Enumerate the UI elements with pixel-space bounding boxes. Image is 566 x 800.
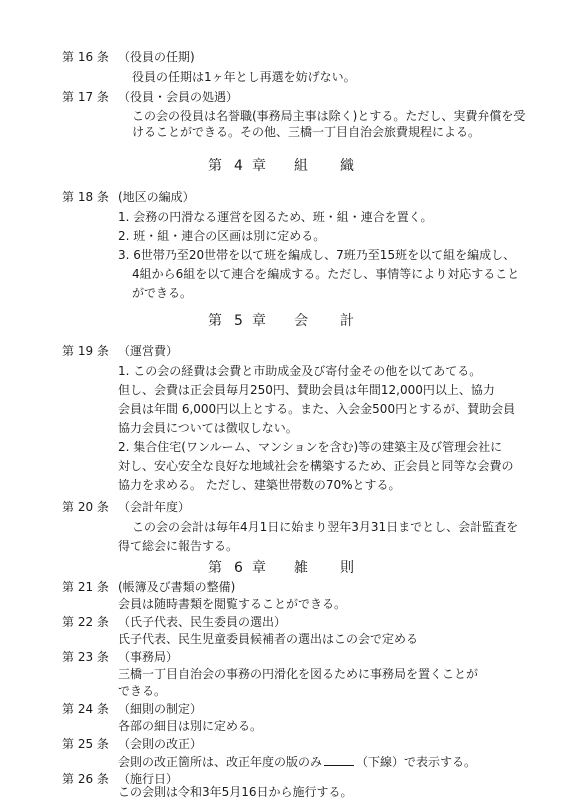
article-19-caption: （運営費） xyxy=(118,344,179,358)
article-25-text-after: （下線）で表示する。 xyxy=(356,755,477,769)
chapter-number: 6 xyxy=(234,560,243,576)
article-19-text: 2. 集合住宅(ワンルーム、マンションを含む)等の建築主及び管理会社に xyxy=(118,440,503,454)
article-18-text: 4組から6組を以て連合を編成する。ただし、事情等により対応すること xyxy=(132,267,520,281)
article-19-text: 但し、会費は正会員毎月250円、賛助会員は年間12,000円以上、協力 xyxy=(118,383,495,397)
article-20-text: 得て総会に報告する。 xyxy=(118,539,239,553)
chapter-unit: 章 xyxy=(252,158,266,174)
article-23-text: できる。 xyxy=(118,684,167,698)
article-19-text: 1. この会の経費は会費と市助成金及び寄付金その他を以てあてる。 xyxy=(118,364,482,378)
article-18-text: 3. 6世帯乃至20世帯を以て班を編成し、7班乃至15班を以て組を編成し、 xyxy=(118,248,516,262)
article-23-text: 三橋一丁目自治会の事務の円滑化を図るために事務局を置くことが xyxy=(118,667,479,681)
underline-sample xyxy=(324,754,354,766)
chapter-title-char: 則 xyxy=(340,560,354,576)
chapter-number: 4 xyxy=(234,158,243,174)
article-25-caption: （会則の改正） xyxy=(118,737,203,751)
article-18-text: 1. 会務の円滑なる運営を図るため、班・組・連合を置く。 xyxy=(118,210,433,224)
article-26-caption: （施行日） xyxy=(118,772,179,786)
chapter-title-char: 織 xyxy=(340,158,354,174)
article-20-number: 第 20 条 xyxy=(62,500,109,514)
article-17-caption: （役員・会員の処遇） xyxy=(118,90,239,104)
article-18-number: 第 18 条 xyxy=(62,190,109,204)
article-18-caption: (地区の編成） xyxy=(118,190,195,204)
article-26-number: 第 26 条 xyxy=(62,772,109,786)
article-19-text: 会員は年間 6,000円以上とする。また、入会金500円とするが、賛助会員 xyxy=(118,402,516,416)
article-17-text: けることができる。その他、三橋一丁目自治会旅費規程による。 xyxy=(132,125,481,139)
article-19-text: 協力会員については徴収しない。 xyxy=(118,421,298,435)
article-22-number: 第 22 条 xyxy=(62,615,109,629)
chapter-title-char: 会 xyxy=(294,313,308,329)
article-22-caption: （氏子代表、民生委員の選出） xyxy=(118,615,287,629)
article-21-text: 会員は随時書類を閲覧することができる。 xyxy=(118,597,347,611)
article-16-number: 第 16 条 xyxy=(62,50,109,64)
article-20-caption: （会計年度） xyxy=(118,500,191,514)
chapter-label: 第 xyxy=(208,313,222,329)
article-24-caption: （細則の制定） xyxy=(118,702,203,716)
article-24-text: 各部の細目は別に定める。 xyxy=(118,719,263,733)
article-16-caption: （役員の任期) xyxy=(118,50,195,64)
article-18-text: 2. 班・組・連合の区画は別に定める。 xyxy=(118,229,326,243)
article-21-number: 第 21 条 xyxy=(62,580,109,594)
article-20-text: この会の会計は毎年4月1日に始まり翌年3月31日までとし、会計監査を xyxy=(132,520,519,534)
article-19-text: 協力を求める。 ただし、建築世帯数の70%とする。 xyxy=(118,478,401,492)
chapter-title-char: 雑 xyxy=(294,560,308,576)
article-18-text: ができる。 xyxy=(132,286,193,300)
chapter-unit: 章 xyxy=(252,560,266,576)
chapter-label: 第 xyxy=(208,560,222,576)
chapter-number: 5 xyxy=(234,313,243,329)
article-23-caption: （事務局） xyxy=(118,650,179,664)
article-19-number: 第 19 条 xyxy=(62,344,109,358)
article-25-text xyxy=(118,754,476,769)
chapter-title-char: 計 xyxy=(340,313,354,329)
article-17-number: 第 17 条 xyxy=(62,90,109,104)
article-25-text-before: 会則の改正箇所は、改正年度の版のみ xyxy=(118,755,323,769)
chapter-unit: 章 xyxy=(252,313,266,329)
article-21-caption: (帳簿及び書類の整備) xyxy=(118,580,236,594)
chapter-title-char: 組 xyxy=(294,158,308,174)
article-16-text: 役員の任期は1ヶ年とし再選を妨げない。 xyxy=(132,70,356,84)
article-19-text: 対し、安心安全な良好な地域社会を構築するため、正会員と同等な会費の xyxy=(118,459,514,473)
article-25-number: 第 25 条 xyxy=(62,737,109,751)
chapter-label: 第 xyxy=(208,158,222,174)
article-24-number: 第 24 条 xyxy=(62,702,109,716)
article-22-text: 氏子代表、民生児童委員候補者の選出はこの会で定める xyxy=(118,632,419,646)
article-17-text: この会の役員は名誉職(事務局主事は除く)とする。ただし、実費弁償を受 xyxy=(132,109,526,123)
article-23-number: 第 23 条 xyxy=(62,650,109,664)
article-26-text: この会則は令和3年5月16日から施行する。 xyxy=(118,785,353,799)
